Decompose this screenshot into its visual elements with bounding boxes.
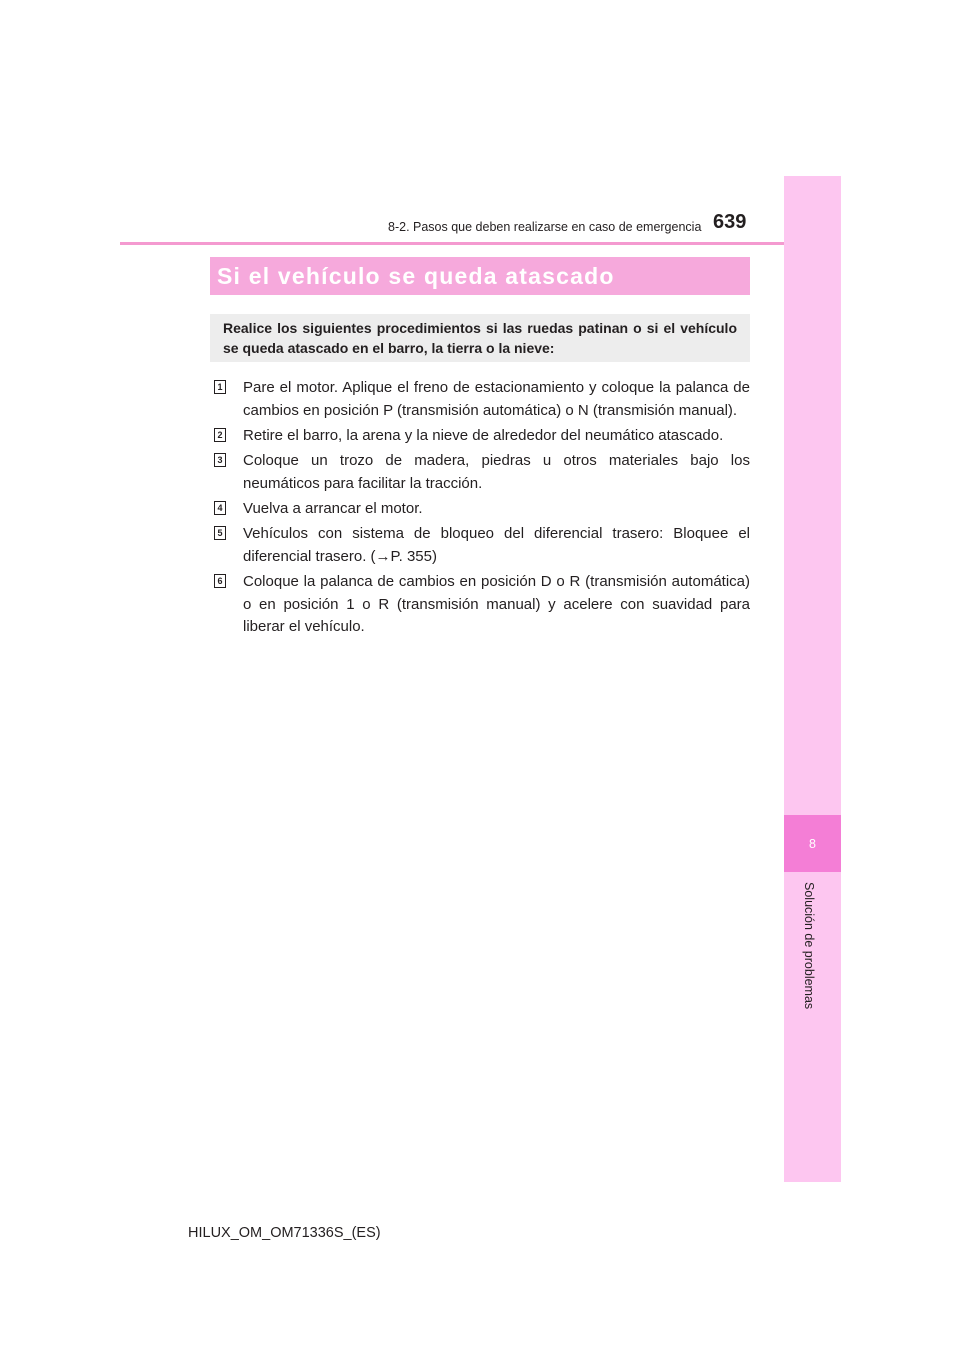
step-item — [214, 571, 750, 639]
step-text: Retire el barro, la arena y la nieve de alrededor del neumático atascado. — [243, 427, 724, 444]
step-text: Vehículos con sistema de bloqueo del diferencial trasero: Bloquee el diferencial trasero. (→P. 355) — [243, 525, 750, 565]
chapter-label: Solución de problemas — [802, 882, 816, 1010]
step-marker: 5 — [214, 526, 226, 540]
header-rule — [120, 242, 785, 245]
step-text: Coloque la palanca de cambios en posición D o R (transmisión automática) o en posición 1 o R (transmisión manual) y acelere con suavidad para liberar el vehículo. — [243, 573, 750, 635]
step-item — [214, 425, 750, 448]
chapter-side-tab — [784, 176, 841, 1182]
chapter-number: 8 — [784, 815, 841, 872]
intro-box — [210, 314, 750, 362]
step-item — [214, 450, 750, 495]
step-text: Vuelva a arrancar el motor. — [243, 500, 423, 517]
step-marker: 4 — [214, 501, 226, 515]
footer-model-code: HILUX_OM_OM71336S_(ES) — [188, 1225, 381, 1241]
header-section-title: 8-2. Pasos que deben realizarse en caso de emergencia — [388, 220, 702, 234]
intro-text: Realice los siguientes procedimientos si las ruedas patinan o si el vehículo se queda atascado en el barro, la tierra o la nieve: — [223, 320, 737, 356]
step-marker: 1 — [214, 380, 226, 394]
step-marker: 3 — [214, 453, 226, 467]
step-item — [214, 377, 750, 422]
step-text: Coloque un trozo de madera, piedras u otros materiales bajo los neumáticos para facilitar la tracción. — [243, 452, 750, 492]
step-marker: 6 — [214, 574, 226, 588]
step-marker: 2 — [214, 428, 226, 442]
step-item — [214, 498, 750, 521]
step-text: Pare el motor. Aplique el freno de estacionamiento y coloque la palanca de cambios en posición P (transmisión automática) o N (transmisión manual). — [243, 379, 750, 419]
step-item — [214, 523, 750, 568]
section-title: Si el vehículo se queda atascado — [210, 257, 750, 295]
page-number: 639 — [713, 211, 747, 233]
